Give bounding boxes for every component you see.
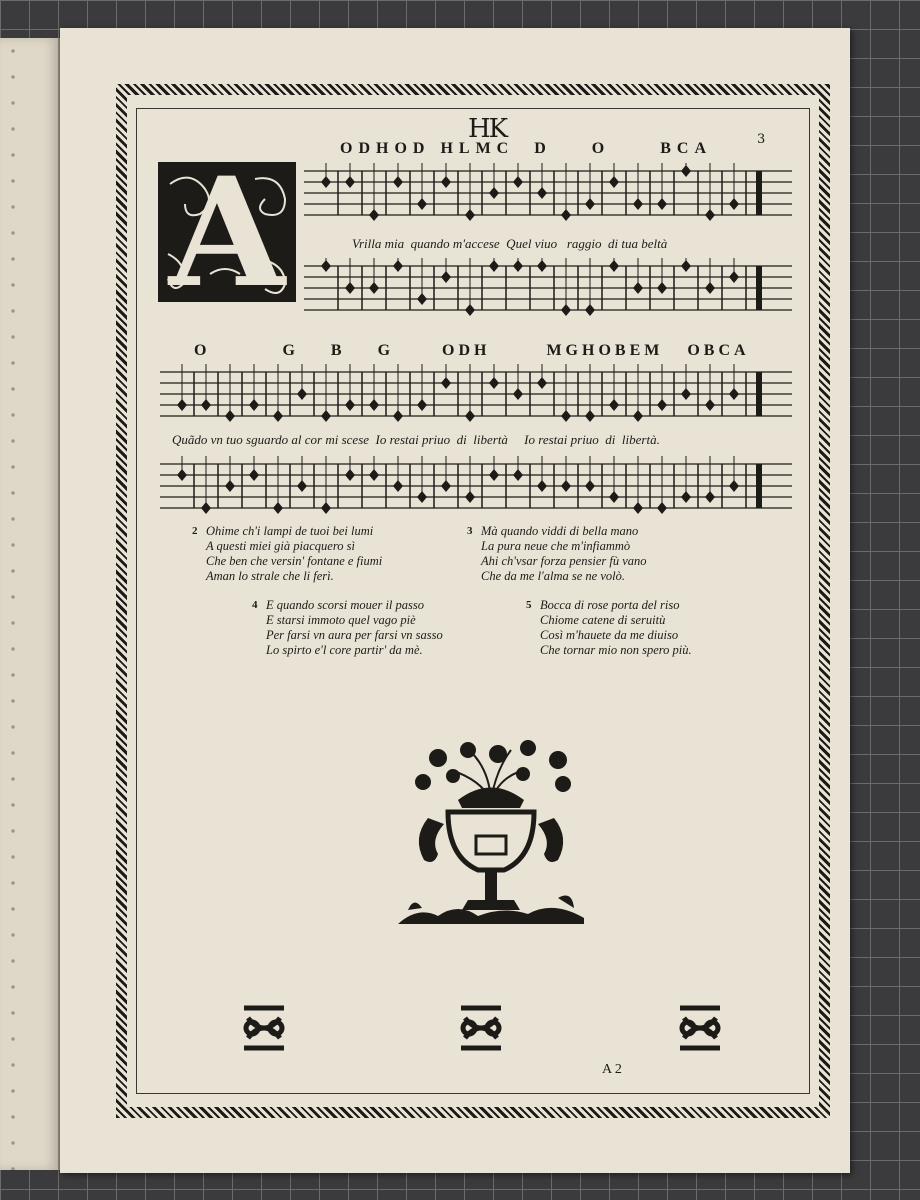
final-barline	[756, 372, 762, 416]
stanza-line: Bocca di rose porta del riso	[540, 598, 680, 612]
page-number: 3	[757, 132, 766, 147]
stanza-number: 5	[526, 599, 532, 611]
final-barline	[756, 266, 762, 310]
tablature-staff-3	[160, 364, 796, 426]
stanza-line: Così m'hauete da me diuiso	[540, 628, 679, 642]
stanza-line: Mà quando viddi di bella mano	[481, 524, 639, 538]
stanza-5	[526, 598, 692, 658]
stanza-line: Ohime ch'i lampi de tuoi bei lumi	[206, 524, 374, 538]
stanza-line: Lo spirto e'l core partir' da mè.	[266, 643, 423, 657]
tablature-letters-1: ODHOD HLMC D O BCA	[340, 140, 712, 157]
knot-ornament-icon	[240, 1002, 288, 1054]
tablature-staff-4	[160, 456, 796, 518]
stanza-4	[252, 598, 443, 658]
signature-mark: HK	[468, 114, 507, 144]
stanza-line: E starsi immoto quel vago piè	[266, 613, 416, 627]
initial-letter: A	[168, 162, 286, 302]
stanza-number: 4	[252, 599, 258, 611]
stanza-line: A questi miei già piacquero sì	[206, 539, 355, 553]
tablature-staff-2	[304, 258, 796, 320]
lyric-line-2: Quãdo vn tuo sguardo al cor mi scese Io restai priuo di libertà Io restai priuo di libertà.	[172, 432, 660, 447]
final-barline	[756, 464, 762, 508]
stanza-line: Chiome catene di seruitù	[540, 613, 666, 627]
stanza-line: Che ben che versin' fontane e fiumi	[206, 554, 383, 568]
stanza-3	[467, 524, 647, 584]
lyric-line-1: Vrilla mia quando m'accese Quel viuo raggio di tua beltà	[352, 236, 668, 251]
stanza-line: E quando scorsi mouer il passo	[266, 598, 424, 612]
stanza-line: Aman lo strale che li ferì.	[206, 569, 334, 583]
stanza-line: Che tornar mio non spero più.	[540, 643, 692, 657]
final-barline	[756, 171, 762, 215]
vase-woodcut-icon	[398, 740, 584, 930]
knot-ornament-icon	[676, 1002, 724, 1054]
stanza-line: Per farsi vn aura per farsi vn sasso	[266, 628, 443, 642]
binding-holes	[10, 38, 16, 1170]
stanza-line: La pura neue che m'infiammò	[481, 539, 631, 553]
stanza-number: 3	[467, 525, 473, 537]
tablature-letters-2: O G B G ODH MGHOBEM OBCA	[194, 342, 750, 359]
left-page-edge	[0, 38, 60, 1170]
stanza-line: Che da me l'alma se ne volò.	[481, 569, 625, 583]
initial-letter-woodcut-icon	[158, 162, 296, 302]
stanza-2	[192, 524, 383, 584]
knot-ornament-icon	[457, 1002, 505, 1054]
stanza-number: 2	[192, 525, 198, 537]
gathering-signature: A 2	[602, 1062, 622, 1077]
tablature-staff-1	[304, 163, 796, 225]
stanza-line: Ahi ch'vsar forza pensier fù vano	[481, 554, 647, 568]
